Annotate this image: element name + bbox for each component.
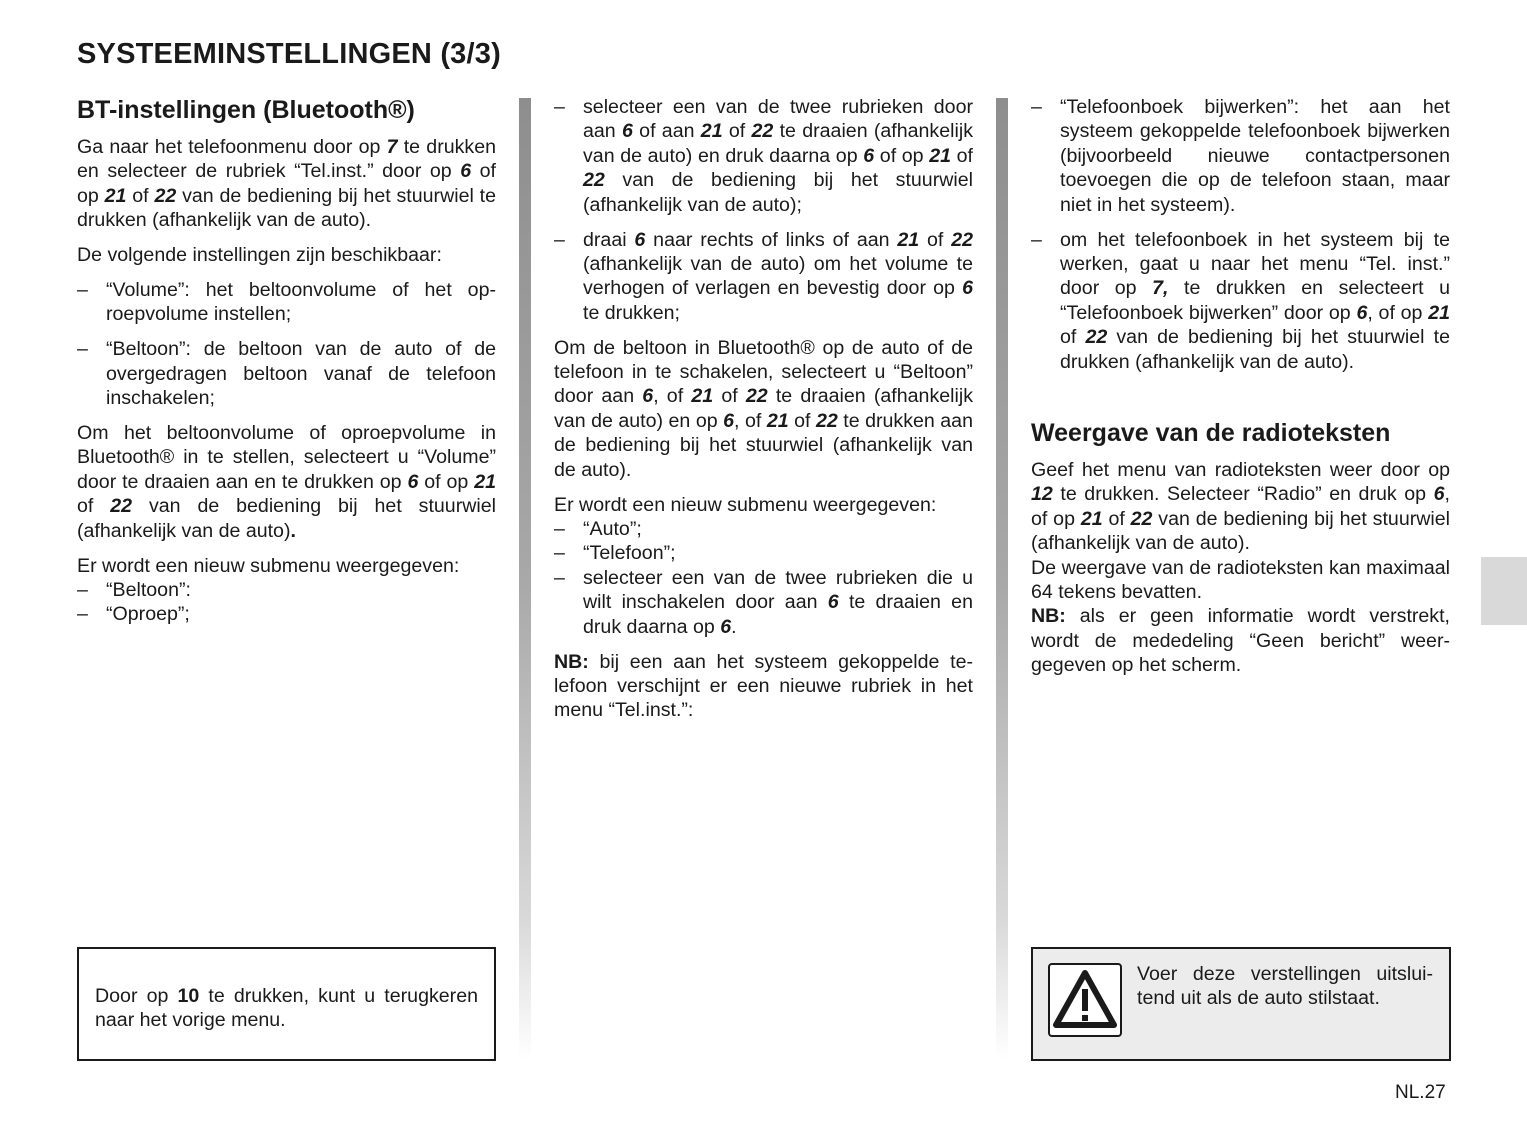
page-title: SYSTEEMINSTELLINGEN (3/3) [77, 38, 501, 70]
submenu-list [77, 578, 496, 627]
nb-paragraph: NB: bij een aan het systeem gekoppelde telefoon verschijnt er een nieuwe rubriek in het menu “Tel.inst.”: [554, 650, 973, 722]
column-divider [519, 98, 531, 1060]
volume-paragraph: Om het beltoonvolume of oproepvolume in Bluetooth® in te stellen, selecteert u “Volume” door te draaien aan en te drukken op 6 of op 21 of 22 van de bediening bij het stuurwiel (afhankelijk van de auto). [77, 422, 496, 542]
warning-text: Voer deze verstellingen uitsluitend uit als de auto stilstaat. [1137, 963, 1433, 1010]
warning-triangle-icon [1048, 963, 1122, 1037]
section-heading-radiotext: Weergave van de radioteksten [1031, 418, 1391, 447]
nb-paragraph: NB: als er geen informatie wordt verstrekt, wordt de mededeling “Geen bericht” weergegeven op het scherm. [1031, 605, 1450, 677]
submenu-list [554, 517, 973, 639]
list-item: – “Auto”; [554, 517, 973, 541]
list-item: – “Oproep”; [77, 602, 496, 626]
note-box [77, 947, 496, 1061]
list-item: – “Beltoon”: de beltoon van de auto of de overgedragen beltoon vanaf de telefoon inschakelen; [77, 337, 496, 410]
list-item: – “Volume”: het beltoonvolume of het oproepvolume instellen; [77, 278, 496, 327]
phonebook-list [1031, 95, 1450, 374]
chapter-tab-marker [1481, 557, 1527, 625]
radio-paragraph: Geef het menu van radioteksten weer door op 12 te drukken. Selecteer “Radio” en druk op 6, of op 21 of 22 van de bediening bij het stuurwiel (afhankelijk van de auto). [1031, 458, 1450, 555]
warning-box [1031, 947, 1451, 1061]
settings-list [77, 278, 496, 411]
column-2 [554, 95, 973, 733]
radio-max-text: De weergave van de radioteksten kan maximaal 64 tekens bevatten. [1031, 556, 1450, 603]
column-divider [996, 98, 1008, 1060]
list-item: – selecteer een van de twee rubrieken door aan 6 of aan 21 of 22 te draaien (afhankelijk van de auto) en druk daarna op 6 of op 21 of 22 van de bediening bij het stuurwiel (afhankelijk van de auto); [554, 95, 973, 217]
ringtone-paragraph: Om de beltoon in Bluetooth® op de auto of de telefoon in te schakelen, selecteert u “Beltoon” door aan 6, of 21 of 22 te draaien (afhankelijk van de auto) en op 6, of 21 of 22 te drukken aan de bediening bij het stuurwiel (afhankelijk van de auto). [554, 336, 973, 481]
column-3 [1031, 95, 1450, 688]
list-item: – draai 6 naar rechts of links of aan 21 of 22 (afhankelijk van de auto) om het volume te verhogen of verlagen en bevestig door op 6 te drukken; [554, 228, 973, 326]
list-item: – “Telefoonboek bijwerken”: het aan het systeem gekoppelde telefoonboek bijwerken (bijvoorbeeld nieuwe contactpersonen toevoegen die op de telefoon staan, maar niet in het systeem). [1031, 95, 1450, 217]
submenu-intro: Er wordt een nieuw submenu weergegeven: [77, 554, 460, 577]
note-text: Door op 10 te drukken, kunt u terugkeren naar het vorige menu. [95, 985, 478, 1032]
submenu-intro: Er wordt een nieuw submenu weergegeven: [554, 493, 937, 516]
list-item: – selecteer een van de twee rubrieken die u wilt inschakelen door aan 6 te draaien en druk daarna op 6. [554, 566, 973, 639]
available-settings-text: De volgende instellingen zijn beschikbaar: [77, 244, 442, 267]
list-item: – “Beltoon”: [77, 578, 496, 602]
list-item: – “Telefoon”; [554, 541, 973, 565]
list-item: – om het telefoonboek in het systeem bij te werken, gaat u naar het menu “Tel. inst.” door op 7, te drukken en selecteert u “Telefoonboek bijwerken” door op 6, of op 21 of 22 van de bediening bij het stuurwiel te drukken (afhankelijk van de auto). [1031, 228, 1450, 374]
intro-paragraph: Ga naar het telefoonmenu door op 7 te drukken en selecteer de rubriek “Tel.inst.” door op 6 of op 21 of 22 van de bediening bij het stuurwiel te drukken (afhankelijk van de auto). [77, 136, 497, 232]
page-number: NL.27 [1395, 1082, 1446, 1103]
volume-steps-list [554, 95, 973, 325]
column-1 [77, 95, 496, 637]
section-heading-bluetooth: BT-instellingen (Bluetooth®) [77, 96, 415, 124]
